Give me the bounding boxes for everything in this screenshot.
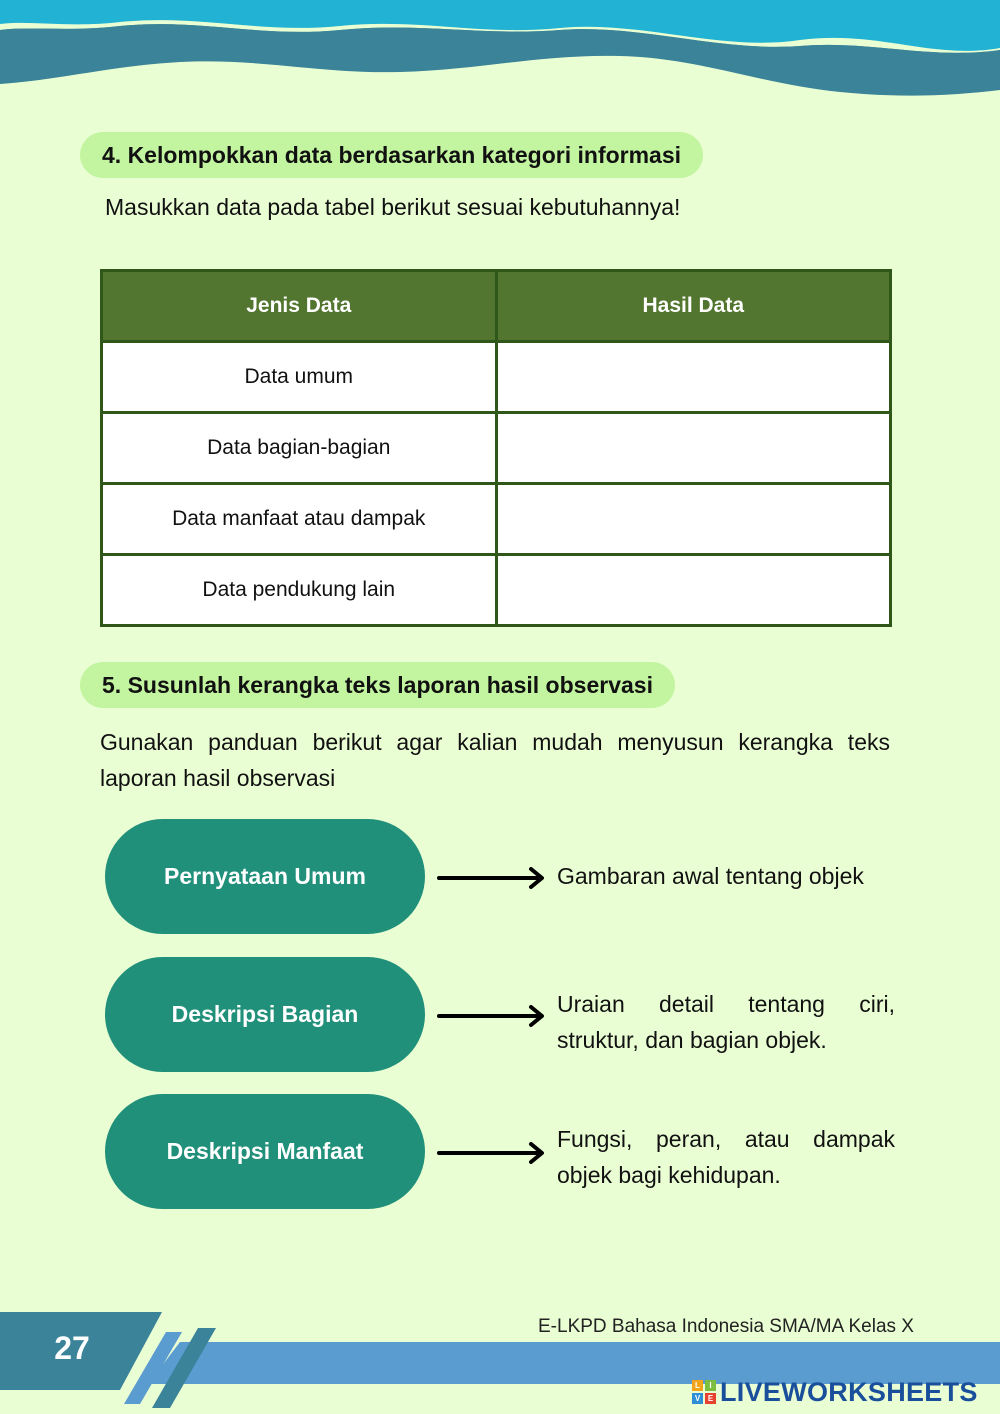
structure-description-1: Gambaran awal tentang objek [557, 863, 864, 889]
structure-description-3: Fungsi, peran, atau dampak objek bagi kehidupan. [557, 1126, 895, 1188]
table-cell-hasil-input[interactable] [496, 342, 891, 413]
table-header-jenis-data: Jenis Data [102, 271, 497, 342]
table-cell-hasil-input[interactable] [496, 555, 891, 626]
arrow-right-icon [437, 1004, 549, 1028]
footer-title: E-LKPD Bahasa Indonesia SMA/MA Kelas X [538, 1316, 914, 1337]
table-cell-jenis: Data manfaat atau dampak [102, 484, 497, 555]
table-row [102, 413, 891, 484]
arrow-right-icon [437, 1141, 549, 1165]
table-row [102, 342, 891, 413]
table-cell-jenis: Data umum [102, 342, 497, 413]
liveworksheets-logo [692, 1376, 978, 1408]
arrow-right-icon [437, 866, 549, 890]
structure-box-pernyataan-umum: Pernyataan Umum [105, 819, 425, 934]
data-table [100, 269, 892, 627]
structure-description-2: Uraian detail tentang ciri, struktur, dan bagian objek. [557, 991, 895, 1053]
structure-box-deskripsi-manfaat: Deskripsi Manfaat [105, 1094, 425, 1209]
table-cell-hasil-input[interactable] [496, 413, 891, 484]
section-4-instruction: Masukkan data pada tabel berikut sesuai kebutuhannya! [105, 194, 681, 220]
section-4-heading: 4. Kelompokkan data berdasarkan kategori informasi [80, 132, 703, 178]
liveworksheets-logo-text: LIVEWORKSHEETS [720, 1376, 978, 1407]
section-5-heading: 5. Susunlah kerangka teks laporan hasil observasi [80, 662, 675, 708]
table-cell-hasil-input[interactable] [496, 484, 891, 555]
section-5-instruction: Gunakan panduan berikut agar kalian mudah menyusun kerangka teks laporan hasil observasi [100, 729, 890, 791]
table-header-hasil-data: Hasil Data [496, 271, 891, 342]
table-row [102, 555, 891, 626]
top-wave-decoration [0, 0, 1000, 110]
table-row [102, 484, 891, 555]
table-cell-jenis: Data bagian-bagian [102, 413, 497, 484]
structure-box-deskripsi-bagian: Deskripsi Bagian [105, 957, 425, 1072]
page-number: 27 [54, 1330, 90, 1366]
liveworksheets-logo-icon: L I V E [692, 1380, 716, 1404]
table-header-row [102, 271, 891, 342]
table-cell-jenis: Data pendukung lain [102, 555, 497, 626]
